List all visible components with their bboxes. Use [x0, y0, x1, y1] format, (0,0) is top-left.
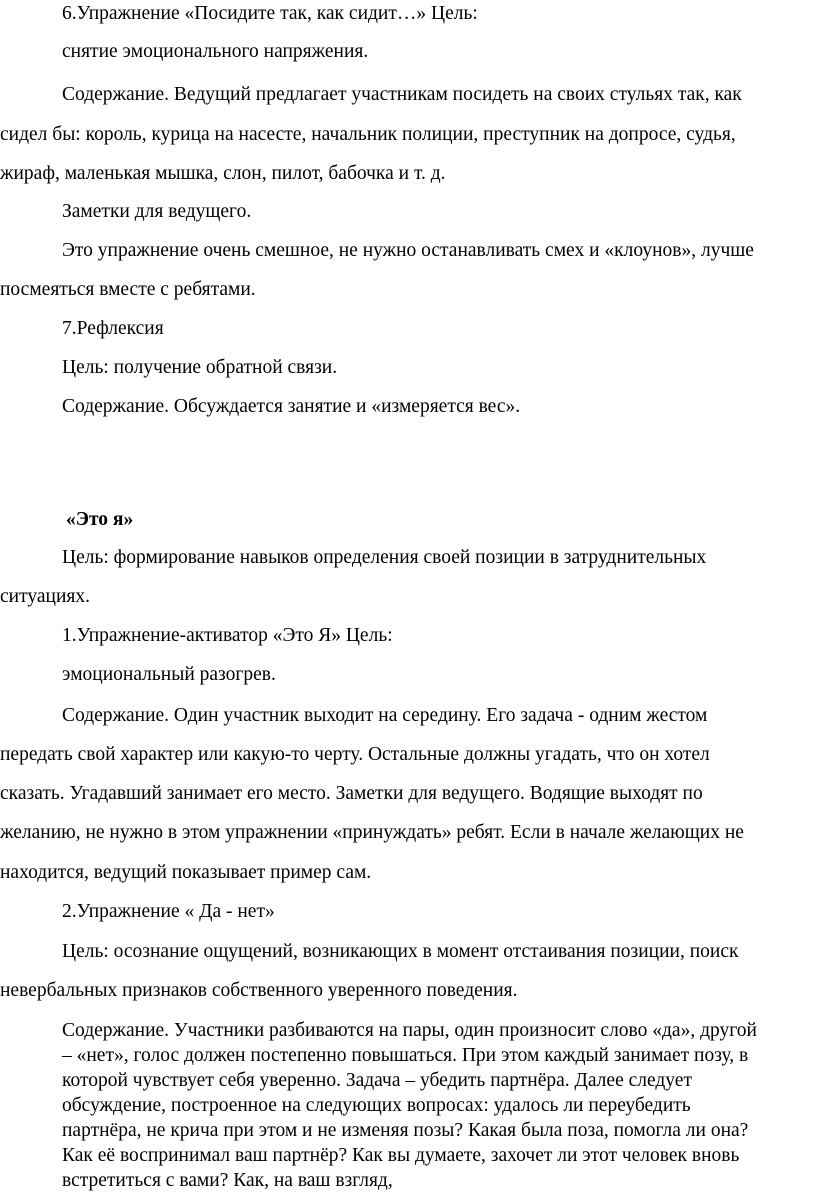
exercise-2-content-line: Как её воспринимал ваш партнёр? Как вы думаете, захочет ли этот человек вновь — [62, 1145, 740, 1166]
exercise-6-content-line: жираф, маленькая мышка, слон, пилот, бабочка и т. д. — [0, 163, 446, 184]
exercise-1-content-line: Содержание. Один участник выходит на середину. Его задача - одним жестом — [62, 705, 708, 726]
exercise-2-content-line: которой чувствует себя уверенно. Задача – убедить партнёра. Далее следует — [62, 1070, 692, 1091]
exercise-6-content-line: сидел бы: король, курица на насесте, начальник полиции, преступник на допросе, судья, — [0, 124, 736, 145]
exercise-2-content-line: обсуждение, построенное на следующих вопросах: удалось ли переубедить — [62, 1095, 691, 1116]
exercise-6-content-line: Содержание. Ведущий предлагает участникам посидеть на своих стульях так, как — [62, 84, 742, 105]
exercise-2-content-line: – «нет», голос должен постепенно повышаться. При этом каждый занимает позу, в — [62, 1045, 749, 1066]
exercise-7-title: 7.Рефлексия — [62, 318, 164, 339]
exercise-6-notes-title: Заметки для ведущего. — [62, 201, 252, 222]
section-goal-line: ситуациях. — [0, 586, 90, 607]
exercise-1-content-line: желанию, не нужно в этом упражнении «принуждать» ребят. Если в начале желающих не — [0, 822, 744, 843]
exercise-2-content — [62, 1018, 814, 1193]
section-heading: «Это я» — [66, 509, 134, 530]
exercise-6-title: 6.Упражнение «Посидите так, как сидит…» Цель: — [62, 3, 478, 24]
exercise-7-goal: Цель: получение обратной связи. — [62, 357, 338, 378]
exercise-1-content-line: передать свой характер или какую-то черту. Остальные должны угадать, что он хотел — [0, 744, 710, 765]
exercise-7-content: Содержание. Обсуждается занятие и «измеряется вес». — [62, 396, 521, 417]
section-goal-line: Цель: формирование навыков определения своей позиции в затруднительных — [62, 547, 707, 568]
exercise-2-goal-line: Цель: осознание ощущений, возникающих в момент отстаивания позиции, поиск — [62, 941, 739, 962]
exercise-2-content-line: встретиться с вами? Как, на ваш взгляд, — [62, 1170, 393, 1191]
exercise-2-goal-line: невербальных признаков собственного уверенного поведения. — [0, 980, 518, 1001]
exercise-6-notes-line: Это упражнение очень смешное, не нужно останавливать смех и «клоунов», лучше — [62, 240, 754, 261]
exercise-1-content-line: сказать. Угадавший занимает его место. Заметки для ведущего. Водящие выходят по — [0, 783, 703, 804]
exercise-6-goal: снятие эмоционального напряжения. — [62, 41, 369, 62]
exercise-1-content-line: находится, ведущий показывает пример сам. — [0, 862, 372, 883]
exercise-2-content-line: партнёра, не крича при этом и не изменяя позы? Какая была поза, помогла ли она? — [62, 1120, 749, 1141]
exercise-1-goal: эмоциональный разогрев. — [62, 664, 276, 685]
exercise-2-title: 2.Упражнение « Да - нет» — [62, 901, 275, 922]
exercise-2-content-line: Содержание. Участники разбиваются на пары, один произносит слово «да», другой — [62, 1020, 757, 1041]
exercise-1-title: 1.Упражнение-активатор «Это Я» Цель: — [62, 625, 393, 646]
exercise-6-notes-line: посмеяться вместе с ребятами. — [0, 279, 256, 300]
